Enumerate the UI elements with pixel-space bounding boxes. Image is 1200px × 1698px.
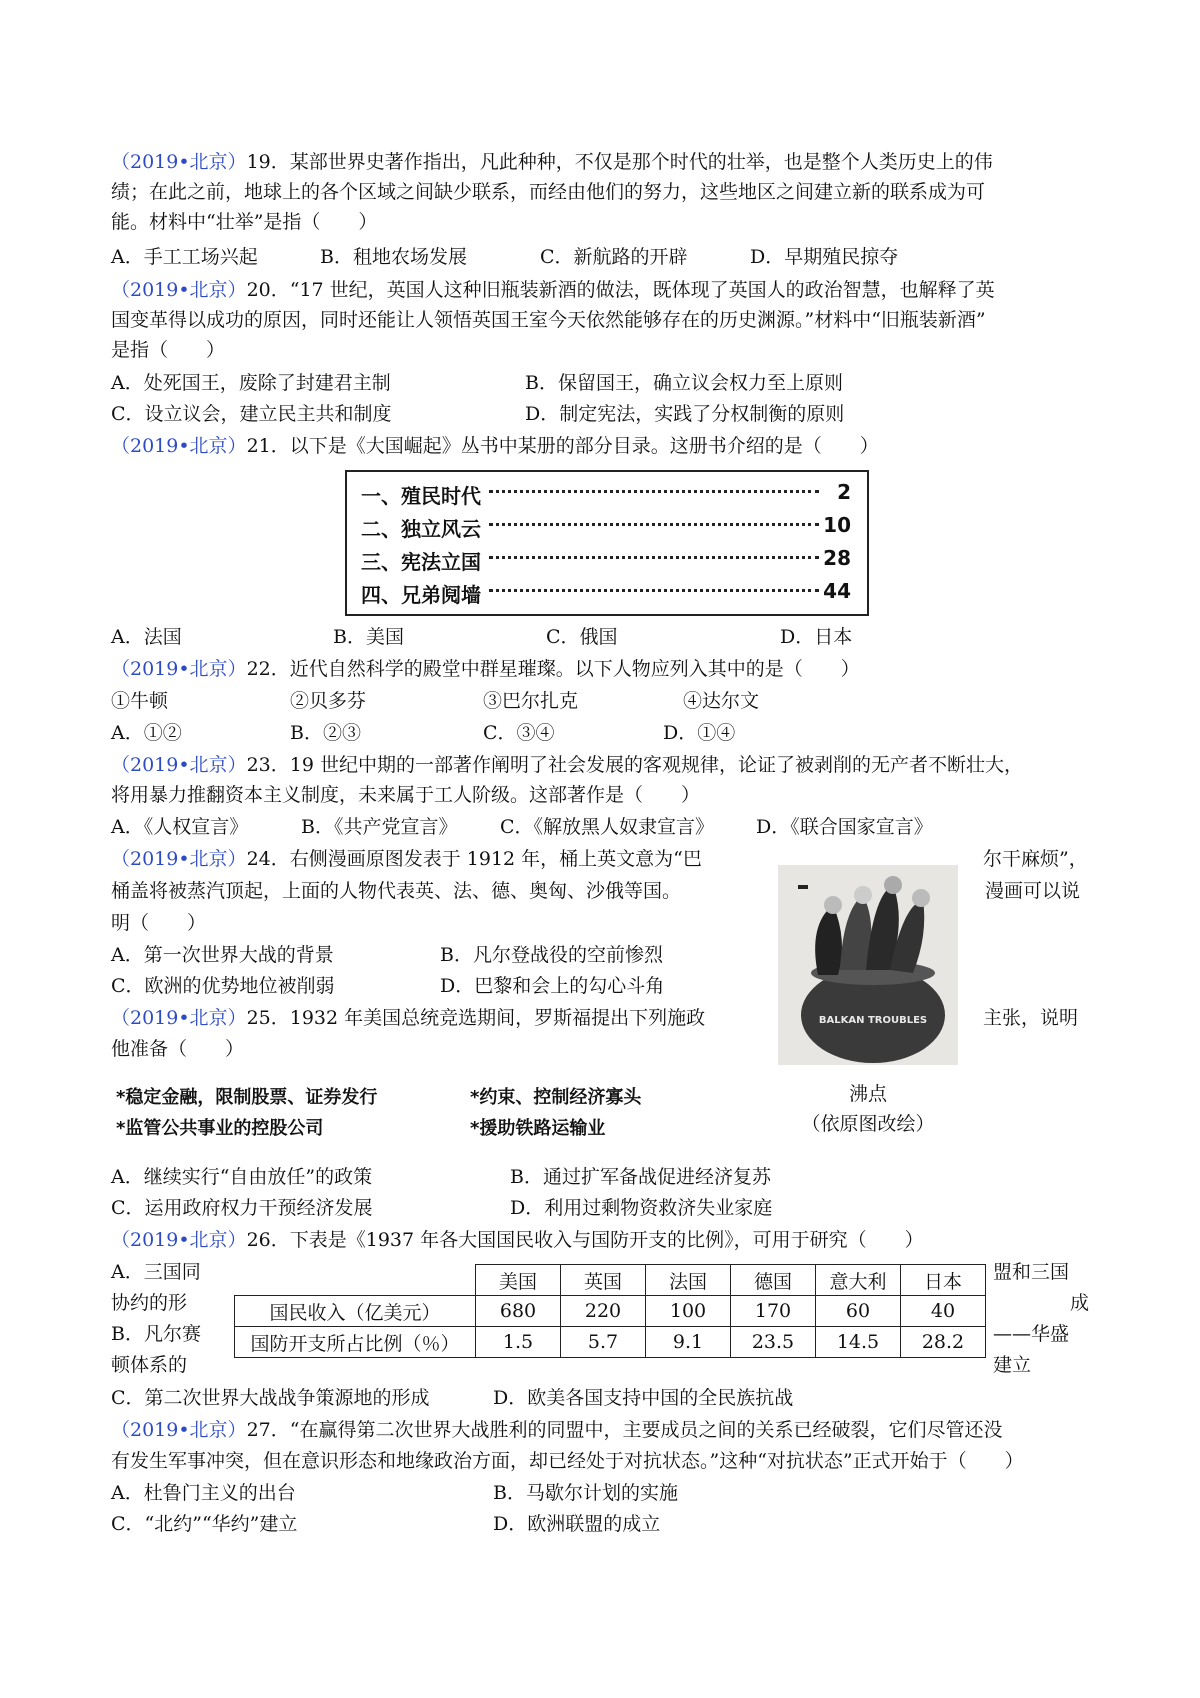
q27-stem-line-1: （2019•北京）27．“在赢得第二次世界大战胜利的同盟中，主要成员之间的关系已经破裂，它们尽管还没 xyxy=(111,1419,1003,1441)
q20-stem-line-1: （2019•北京）20．“17 世纪，英国人这种旧瓶装新酒的做法，既体现了英国人的政治智慧，也解释了英 xyxy=(111,279,995,301)
q21-option-a[interactable]: A．法国 xyxy=(111,626,182,648)
toc-entry: 一、殖民时代 2 xyxy=(361,480,851,508)
table-row xyxy=(235,1327,986,1358)
q25-stem-line-2: 他准备（ ） xyxy=(111,1038,245,1060)
cartoon-caption-note: （依原图改绘） xyxy=(801,1113,935,1135)
policy-item: *援助铁路运输业 xyxy=(470,1118,606,1139)
q25-option-d[interactable]: D．利用过剩物资救济失业家庭 xyxy=(510,1197,773,1219)
source-tag: （2019•北京） xyxy=(111,754,247,776)
q24-stem-line-1-right: 尔干麻烦”， xyxy=(983,848,1088,870)
table-of-contents-box xyxy=(345,470,869,616)
q24-stem-line-2: 桶盖将被蒸汽顶起，上面的人物代表英、法、德、奥匈、沙俄等国。 xyxy=(111,880,682,902)
q20-option-c[interactable]: C．设立议会，建立民主共和制度 xyxy=(111,403,392,425)
q23-option-c[interactable]: C．《解放黑人奴隶宣言》 xyxy=(500,816,715,838)
q21-option-d[interactable]: D．日本 xyxy=(780,626,853,648)
q26-stem: （2019•北京）26．下表是《1937 年各大国国民收入与国防开支的比例》，可用于研究（ ） xyxy=(111,1229,924,1251)
q19-stem-line-1: （2019•北京）19．某部世界史著作指出，凡此种种，不仅是那个时代的壮举，也是整个人类历史上的伟 xyxy=(111,151,993,173)
q23-option-b[interactable]: B．《共产党宣言》 xyxy=(301,816,458,838)
q20-stem-line-2: 国变革得以成功的原因，同时还能让人领悟英国王室今天依然能够存在的历史渊源。”材料中“旧瓶装新酒” xyxy=(111,309,986,331)
source-tag: （2019•北京） xyxy=(111,658,247,680)
table-cell: 170 xyxy=(731,1296,816,1327)
table-cell: 14.5 xyxy=(816,1327,901,1358)
q19-option-b[interactable]: B．租地农场发展 xyxy=(320,246,467,268)
q24-option-d[interactable]: D．巴黎和会上的勾心斗角 xyxy=(440,975,665,997)
q22-item-4: ④达尔文 xyxy=(683,690,760,712)
q24-option-b[interactable]: B．凡尔登战役的空前惨烈 xyxy=(440,944,663,966)
table-cell: 220 xyxy=(561,1296,646,1327)
q26-option-c[interactable]: C．第二次世界大战战争策源地的形成 xyxy=(111,1387,430,1409)
q24-option-c[interactable]: C．欧洲的优势地位被削弱 xyxy=(111,975,335,997)
table-cell: 100 xyxy=(646,1296,731,1327)
q27-option-b[interactable]: B．马歇尔计划的实施 xyxy=(493,1482,678,1504)
table-row xyxy=(235,1296,986,1327)
q27-option-c[interactable]: C．“北约”“华约”建立 xyxy=(111,1513,298,1535)
source-tag: （2019•北京） xyxy=(111,279,247,301)
q22-stem: （2019•北京）22．近代自然科学的殿堂中群星璀璨。以下人物应列入其中的是（ ） xyxy=(111,658,860,680)
table-header-cell: 英国 xyxy=(561,1265,646,1296)
q21-stem: （2019•北京）21．以下是《大国崛起》丛书中某册的部分目录。这册书介绍的是（ ） xyxy=(111,435,879,457)
table-cell: 60 xyxy=(816,1296,901,1327)
source-tag: （2019•北京） xyxy=(111,848,247,870)
q23-option-a[interactable]: A．《人权宣言》 xyxy=(111,816,249,838)
q23-option-d[interactable]: D．《联合国家宣言》 xyxy=(756,816,933,838)
table-header-cell: 日本 xyxy=(901,1265,986,1296)
toc-entry: 三、宪法立国 28 xyxy=(361,546,851,574)
table-cell: 23.5 xyxy=(731,1327,816,1358)
q27-stem-line-2: 有发生军事冲突，但在意识形态和地缘政治方面，却已经处于对抗状态。”这种“对抗状态”正式开始于（ ） xyxy=(111,1450,1024,1472)
q26-option-b-part[interactable]: B．凡尔赛 xyxy=(111,1323,201,1345)
q23-stem-line-2: 将用暴力推翻资本主义制度，未来属于工人阶级。这部著作是（ ） xyxy=(111,784,701,806)
table-header-cell: 意大利 xyxy=(816,1265,901,1296)
q23-stem-line-1: （2019•北京）23．19 世纪中期的一部著作阐明了社会发展的客观规律，论证了被剥削的无产者不断壮大， xyxy=(111,754,1023,776)
q26-option-d[interactable]: D．欧美各国支持中国的全民族抗战 xyxy=(493,1387,794,1409)
table-cell: 40 xyxy=(901,1296,986,1327)
q22-item-2: ②贝多芬 xyxy=(290,690,367,712)
q21-option-b[interactable]: B．美国 xyxy=(333,626,404,648)
toc-entry: 四、兄弟阋墙 44 xyxy=(361,579,851,607)
q25-option-b[interactable]: B．通过扩军备战促进经济复苏 xyxy=(510,1166,771,1188)
source-tag: （2019•北京） xyxy=(111,1229,247,1251)
q20-option-a[interactable]: A．处死国王，废除了封建君主制 xyxy=(111,372,391,394)
q22-option-a[interactable]: A．①② xyxy=(111,722,182,744)
q26-option-a-part: 盟和三国 xyxy=(993,1261,1070,1283)
table-header-cell: 法国 xyxy=(646,1265,731,1296)
table-cell: 9.1 xyxy=(646,1327,731,1358)
national-income-defense-table xyxy=(234,1264,986,1358)
q26-option-b-part: 顿体系的 xyxy=(111,1354,188,1376)
q24-option-a[interactable]: A．第一次世界大战的背景 xyxy=(111,944,334,966)
source-tag: （2019•北京） xyxy=(111,435,247,457)
q20-option-d[interactable]: D．制定宪法，实践了分权制衡的原则 xyxy=(525,403,845,425)
q26-option-a-part: 协约的形 xyxy=(111,1292,188,1314)
q26-option-b-part: 建立 xyxy=(993,1354,1032,1376)
table-cell: 1.5 xyxy=(476,1327,561,1358)
q22-option-d[interactable]: D．①④ xyxy=(663,722,736,744)
q22-option-b[interactable]: B．②③ xyxy=(290,722,361,744)
q24-stem-line-3: 明（ ） xyxy=(111,912,207,934)
table-row-label: 国防开支所占比例（％） xyxy=(235,1327,476,1358)
q20-stem-line-3: 是指（ ） xyxy=(111,339,226,361)
policy-item: *监管公共事业的控股公司 xyxy=(116,1118,324,1139)
q19-stem-line-2: 绩；在此之前，地球上的各个区域之间缺少联系，而经由他们的努力，这些地区之间建立新的联系成为可 xyxy=(111,181,986,203)
table-header-cell: 美国 xyxy=(476,1265,561,1296)
q20-option-b[interactable]: B．保留国王，确立议会权力至上原则 xyxy=(525,372,843,394)
q22-option-c[interactable]: C．③④ xyxy=(483,722,555,744)
q27-option-d[interactable]: D．欧洲联盟的成立 xyxy=(493,1513,661,1535)
q22-item-1: ①牛顿 xyxy=(111,690,169,712)
q22-item-3: ③巴尔扎克 xyxy=(483,690,579,712)
q24-stem-line-2-right: 漫画可以说 xyxy=(985,880,1081,902)
q25-stem-line-1-right: 主张，说明 xyxy=(983,1007,1079,1029)
source-tag: （2019•北京） xyxy=(111,151,247,173)
q25-option-a[interactable]: A．继续实行“自由放任”的政策 xyxy=(111,1166,373,1188)
q27-option-a[interactable]: A．杜鲁门主义的出台 xyxy=(111,1482,296,1504)
cartoon-caption-title: 沸点 xyxy=(848,1083,887,1105)
policy-item: *约束、控制经济寡头 xyxy=(470,1087,642,1108)
policy-item: *稳定金融，限制股票、证券发行 xyxy=(116,1087,378,1108)
q19-stem-line-3: 能。材料中“壮举”是指（ ） xyxy=(111,211,378,233)
q26-option-b-part: ——华盛 xyxy=(993,1323,1070,1345)
table-row-label: 国民收入（亿美元） xyxy=(235,1296,476,1327)
q26-option-a-part[interactable]: A．三国同 xyxy=(111,1261,201,1283)
cartoon-barrel-text: BALKAN TROUBLES xyxy=(818,1015,928,1026)
q19-option-d[interactable]: D．早期殖民掠夺 xyxy=(750,246,899,268)
table-cell: 680 xyxy=(476,1296,561,1327)
q25-stem-line-1: （2019•北京）25．1932 年美国总统竞选期间，罗斯福提出下列施政 xyxy=(111,1007,706,1029)
q25-option-c[interactable]: C．运用政府权力干预经济发展 xyxy=(111,1197,373,1219)
toc-entry: 二、独立风云 10 xyxy=(361,513,851,541)
q24-stem-line-1: （2019•北京）24．右侧漫画原图发表于 1912 年，桶上英文意为“巴 xyxy=(111,848,702,870)
q21-option-c[interactable]: C．俄国 xyxy=(546,626,618,648)
table-cell: 5.7 xyxy=(561,1327,646,1358)
table-cell: 28.2 xyxy=(901,1327,986,1358)
table-header-row xyxy=(235,1265,986,1296)
table-header-cell: 德国 xyxy=(731,1265,816,1296)
balkan-troubles-cartoon xyxy=(778,865,958,1065)
q19-option-c[interactable]: C．新航路的开辟 xyxy=(540,246,688,268)
q26-option-a-part: 成 xyxy=(1070,1292,1090,1314)
q19-option-a[interactable]: A．手工工场兴起 xyxy=(111,246,258,268)
source-tag: （2019•北京） xyxy=(111,1007,247,1029)
source-tag: （2019•北京） xyxy=(111,1419,247,1441)
